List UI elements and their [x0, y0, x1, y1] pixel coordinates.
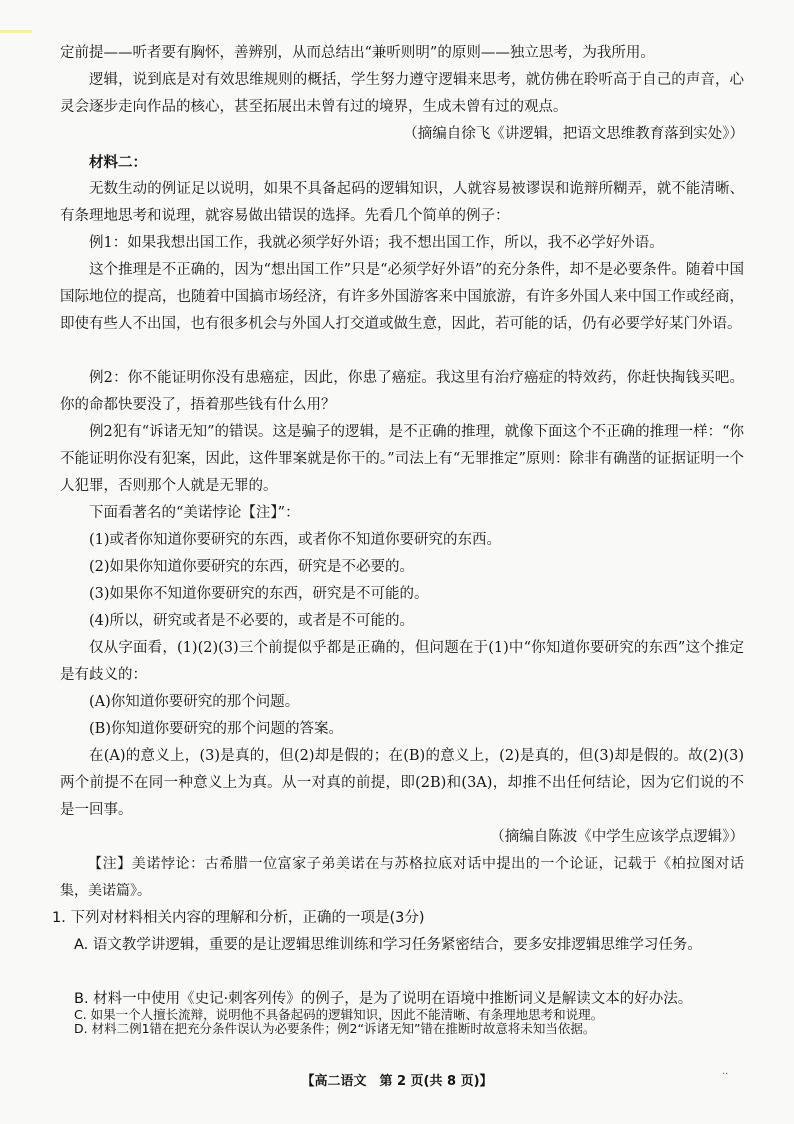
premise-4: (4)所以，研究或者是不必要的，或者是不可能的。	[89, 613, 415, 629]
corner-mark: ..	[722, 1066, 729, 1077]
material1-line1: 定前提——听者要有胸怀，善辨别，从而总结出“兼听则明”的原则——独立思考，为我所用。	[60, 45, 655, 61]
meno-intro: 下面看著名的“美诺悖论【注】”：	[89, 505, 300, 521]
question1-option-b[interactable]: B. 材料一中使用《史记·刺客列传》的例子，是为了说明在语境中推断词义是解读文本的好办法。	[74, 991, 693, 1007]
footnote: 【注】美诺悖论：古希腊一位富家子弟美诺在与苏格拉底对话中提出的一个论证，记载于《柏拉图对话集，美诺篇》。	[60, 856, 744, 899]
meaning-b: (B)你知道你要研究的那个问题的答案。	[89, 721, 343, 737]
material2-example2: 例2：你不能证明你没有患癌症，因此，你患了癌症。我这里有治疗癌症的特效药，你赶快掏钱买吧。你的命都快要没了，捂着那些钱有什么用？	[60, 370, 744, 413]
material1-para2: 逻辑，说到底是对有效思维规则的概括，学生努力遵守逻辑来思考，就仿佛在聆听高于自己的声音，心灵会逐步走向作品的核心，甚至拓展出未曾有过的境界，生成未曾有过的观点。	[60, 72, 744, 115]
highlight-mark	[0, 30, 32, 33]
premise-2: (2)如果你知道你要研究的东西，研究是不必要的。	[89, 559, 415, 575]
premise-3: (3)如果你不知道你要研究的东西，研究是不可能的。	[89, 586, 429, 602]
material2-para7: 仅从字面看，(1)(2)(3)三个前提似乎都是正确的，但问题在于(1)中“你知道你要研究的东西”这个推定是有歧义的：	[60, 640, 744, 683]
material2-para8: 在(A)的意义上，(3)是真的，但(2)却是假的；在(B)的意义上，(2)是真的，但(3)却是假的。故(2)(3)两个前提不在同一种意义上为真。从一对真的前提，即(2B)和(3A)，却推不出任何结论，因为它们说的不是一回事。	[60, 748, 744, 818]
material2-source: （摘编自陈波《中学生应该学点逻辑》）	[490, 829, 744, 845]
premise-1: (1)或者你知道你要研究的东西，或者你不知道你要研究的东西。	[89, 532, 502, 548]
question1-stem: 1. 下列对材料相关内容的理解和分析，正确的一项是(3分)	[52, 910, 425, 926]
question1-option-d[interactable]: D. 材料二例1错在把充分条件误认为必要条件；例2“诉诸无知”错在推断时故意将未知当依据。	[74, 1020, 596, 1036]
question1-option-a[interactable]: A. 语文教学讲逻辑，重要的是让逻辑思维训练和学习任务紧密结合，要多安排逻辑思维学习任务。	[74, 937, 702, 953]
meaning-a: (A)你知道你要研究的那个问题。	[89, 694, 300, 710]
page-footer: 【高二语文 第 2 页(共 8 页)】	[301, 1074, 493, 1089]
material2-para3: 这个推理是不正确的，因为“想出国工作”只是“必须学好外语”的充分条件，却不是必要条件。随着中国国际地位的提高，也随着中国搞市场经济，有许多外国游客来中国旅游，有许多外国人来中国工作或经商，即使有些人不出国，也有很多机会与外国人打交道或做生意，因此，若可能的话，仍有必要学好某门外语。	[60, 262, 744, 332]
question1-options-cd	[74, 1008, 744, 1035]
material2-para5: 例2犯有“诉诸无知”的错误。这是骗子的逻辑，是不正确的推理，就像下面这个不正确的推理一样：“你不能证明你没有犯案，因此，这件罪案就是你干的。”司法上有“无罪推定”原则：除非有确凿的证据证明一个人犯罪，否则那个人就是无罪的。	[60, 424, 744, 494]
material1-source: （摘编自徐飞《讲逻辑，把语文思维教育落到实处》）	[403, 126, 744, 142]
material2-heading: 材料二：	[89, 154, 147, 171]
material2-para1: 无数生动的例证足以说明，如果不具备起码的逻辑知识，人就容易被谬误和诡辩所糊弄，就不能清晰、有条理地思考和说理，就容易做出错误的选择。先看几个简单的例子：	[60, 181, 744, 224]
question1-option-c[interactable]: C. 如果一个人擅长流辩，说明他不具备起码的逻辑知识，因此不能清晰、有条理地思考和说理。	[74, 1007, 604, 1022]
material2-example1: 例1：如果我想出国工作，我就必须学好外语；我不想出国工作，所以，我不必学好外语。	[89, 235, 664, 251]
